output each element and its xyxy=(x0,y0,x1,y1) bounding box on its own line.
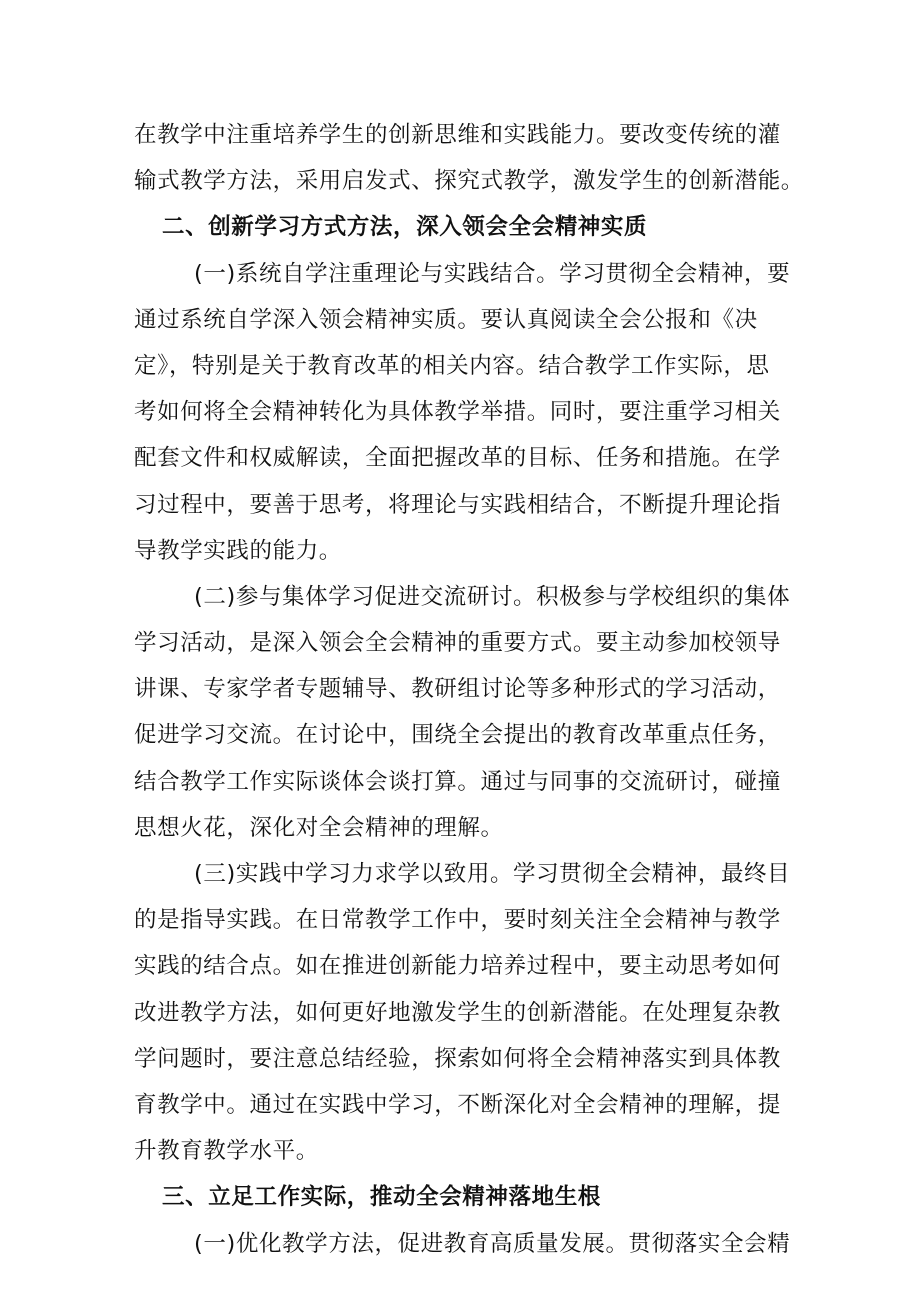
paragraph-line: (一)优化教学方法，促进教育高质量发展。贯彻落实全会精 xyxy=(194,1230,791,1257)
paragraph-line: 在教学中注重培养学生的创新思维和实践能力。要改变传统的灌 xyxy=(134,122,781,148)
paragraph-line: 育教学中。通过在实践中学习，不断深化对全会精神的理解，提 xyxy=(134,1091,781,1118)
paragraph-line: 结合教学工作实际谈体会谈打算。通过与同事的交流研讨，碰撞 xyxy=(134,768,781,795)
paragraph-line: 讲课、专家学者专题辅导、教研组讨论等多种形式的学习活动， xyxy=(134,676,781,703)
paragraph-line: 定》，特别是关于教育改革的相关内容。结合教学工作实际，思 xyxy=(134,352,770,379)
paragraph-line: 配套文件和权威解读，全面把握改革的目标、任务和措施。在学 xyxy=(134,445,781,472)
paragraph-line: (二)参与集体学习促进交流研讨。积极参与学校组织的集体 xyxy=(194,583,791,610)
paragraph-line: 促进学习交流。在讨论中，围绕全会提出的教育改革重点任务， xyxy=(134,722,781,749)
paragraph-line: 通过系统自学深入领会精神实质。要认真阅读全会公报和《决 xyxy=(134,306,758,333)
document-body xyxy=(134,112,804,1267)
section-heading: 二、创新学习方式方法，深入领会全会精神实质 xyxy=(162,214,648,241)
paragraph-line: (一)系统自学注重理论与实践结合。学习贯彻全会精神，要 xyxy=(194,260,791,287)
paragraph-line: 实践的结合点。如在推进创新能力培养过程中，要主动思考如何 xyxy=(134,953,781,980)
paragraph-line: 考如何将全会精神转化为具体教学举措。同时，要注重学习相关 xyxy=(134,399,781,426)
paragraph-line: 的是指导实践。在日常教学工作中，要时刻关注全会精神与教学 xyxy=(134,907,781,934)
paragraph-line: 输式教学方法，采用启发式、探究式教学，激发学生的创新潜能。 xyxy=(134,168,804,195)
paragraph-line: 思想火花，深化对全会精神的理解。 xyxy=(134,814,504,841)
paragraph-line: 学习活动，是深入领会全会精神的重要方式。要主动参加校领导 xyxy=(134,630,781,657)
paragraph-line: 导教学实践的能力。 xyxy=(134,537,342,564)
paragraph-line: (三)实践中学习力求学以致用。学习贯彻全会精神，最终目 xyxy=(194,861,791,887)
section-heading: 三、立足工作实际，推动全会精神落地生根 xyxy=(162,1184,601,1211)
paragraph-line: 习过程中，要善于思考，将理论与实践相结合，不断提升理论指 xyxy=(134,491,781,518)
paragraph-line: 改进教学方法，如何更好地激发学生的创新潜能。在处理复杂教 xyxy=(134,999,781,1026)
paragraph-line: 学问题时，要注意总结经验，探索如何将全会精神落实到具体教 xyxy=(134,1045,781,1072)
paragraph-line: 升教育教学水平。 xyxy=(134,1138,319,1165)
